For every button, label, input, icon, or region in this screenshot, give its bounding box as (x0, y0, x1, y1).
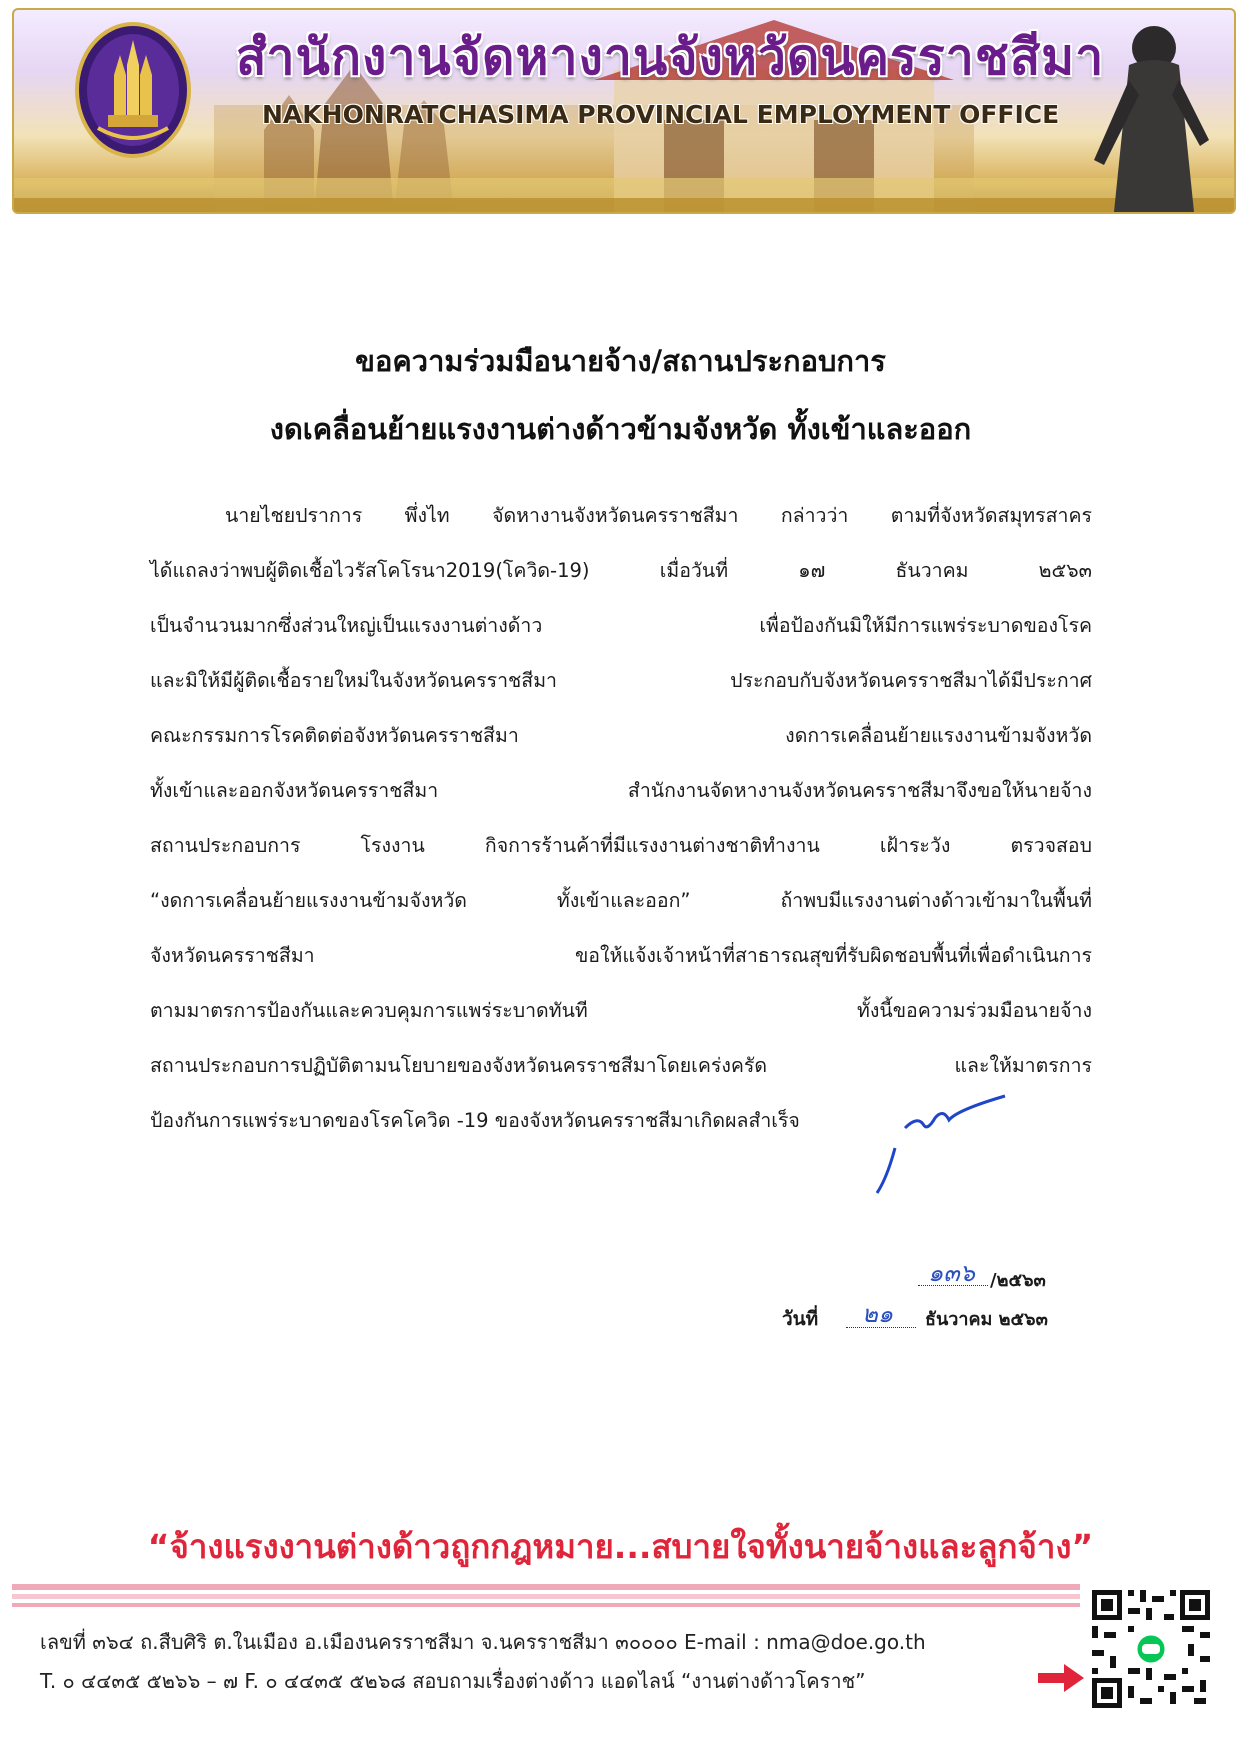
header-banner (12, 8, 1236, 214)
office-title-thai: สำนักงานจัดหางานจังหวัดนครราชสีมา (236, 28, 1105, 86)
body-line: ได้แถลงว่าพบผู้ติดเชื้อไวรัสโคโรนา2019(โควิด-19) เมื่อวันที่ ๑๗ ธันวาคม ๒๕๖๓ (150, 559, 1092, 582)
footer-divider (12, 1594, 1080, 1599)
date-month-year: ธันวาคม ๒๕๖๓ (925, 1309, 1048, 1330)
line-qr-icon[interactable] (1088, 1586, 1214, 1712)
date-underline (846, 1327, 916, 1328)
footer-divider (12, 1584, 1080, 1590)
handwritten-signature (865, 1088, 1015, 1198)
arrow-right-icon (1038, 1664, 1084, 1692)
body-line: ตามมาตรการป้องกันและควบคุมการแพร่ระบาดทันที ทั้งนี้ขอความร่วมมือนายจ้าง (150, 999, 1092, 1022)
document-number-year: /๒๕๖๓ (990, 1270, 1046, 1291)
date-label: วันที่ (782, 1308, 819, 1330)
document-number-underline (918, 1285, 988, 1286)
statue-icon (1034, 10, 1234, 212)
office-address: เลขที่ ๓๖๔ ถ.สืบศิริ ต.ในเมือง อ.เมืองนครราชสีมา จ.นครราชสีมา ๓๐๐๐๐ E-mail : nma@doe.go.th (40, 1630, 926, 1654)
document-number: ๑๓๖ (928, 1259, 975, 1287)
body-line: คณะกรรมการโรคติดต่อจังหวัดนครราชสีมา งดการเคลื่อนย้ายแรงงานข้ามจังหวัด (150, 724, 1092, 747)
heading-line-2: งดเคลื่อนย้ายแรงงานต่างด้าวข้ามจังหวัด ทั้งเข้าและออก (269, 412, 972, 446)
body-line: สถานประกอบการ โรงงาน กิจการร้านค้าที่มีแรงงานต่างชาติทำงาน เฝ้าระวัง ตรวจสอบ (150, 834, 1092, 857)
body-line: จังหวัดนครราชสีมา ขอให้แจ้งเจ้าหน้าที่สาธารณสุขที่รับผิดชอบพื้นที่เพื่อดำเนินการ (150, 944, 1092, 967)
emblem-icon (74, 20, 192, 160)
body-line: นายไชยปราการ พึ่งไท จัดหางานจังหวัดนครราชสีมา กล่าวว่า ตามที่จังหวัดสมุทรสาคร (225, 504, 1092, 527)
date-day: ๒๑ (862, 1300, 894, 1328)
slogan: “จ้างแรงงานต่างด้าวถูกกฎหมาย...สบายใจทั้งนายจ้างและลูกจ้าง” (147, 1527, 1094, 1566)
body-line: และมิให้มีผู้ติดเชื้อรายใหม่ในจังหวัดนครราชสีมา ประกอบกับจังหวัดนครราชสีมาได้มีประกาศ (150, 669, 1092, 692)
body-line: ทั้งเข้าและออกจังหวัดนครราชสีมา สำนักงานจัดหางานจังหวัดนครราชสีมาจึงขอให้นายจ้าง (150, 779, 1092, 802)
body-line: ป้องกันการแพร่ระบาดของโรคโควิด -19 ของจังหวัดนครราชสีมาเกิดผลสำเร็จ (150, 1109, 800, 1132)
body-line: เป็นจำนวนมากซึ่งส่วนใหญ่เป็นแรงงานต่างด้าว เพื่อป้องกันมิให้มีการแพร่ระบาดของโรค (150, 614, 1092, 637)
body-line: “งดการเคลื่อนย้ายแรงงานข้ามจังหวัด ทั้งเข้าและออก” ถ้าพบมีแรงงานต่างด้าวเข้ามาในพื้นที่ (150, 889, 1092, 912)
heading-line-1: ขอความร่วมมือนายจ้าง/สถานประกอบการ (355, 344, 886, 378)
office-contact: T. ๐ ๔๔๓๕ ๕๒๖๖ – ๗ F. ๐ ๔๔๓๕ ๕๒๖๘ สอบถามเรื่องต่างด้าว แอดไลน์ “งานต่างด้าวโคราช” (40, 1669, 866, 1693)
body-line: สถานประกอบการปฏิบัติตามนโยบายของจังหวัดนครราชสีมาโดยเคร่งครัด และให้มาตรการ (150, 1054, 1092, 1077)
office-title-english: NAKHONRATCHASIMA PROVINCIAL EMPLOYMENT OFFICE (262, 100, 1060, 129)
footer-divider (12, 1603, 1080, 1607)
